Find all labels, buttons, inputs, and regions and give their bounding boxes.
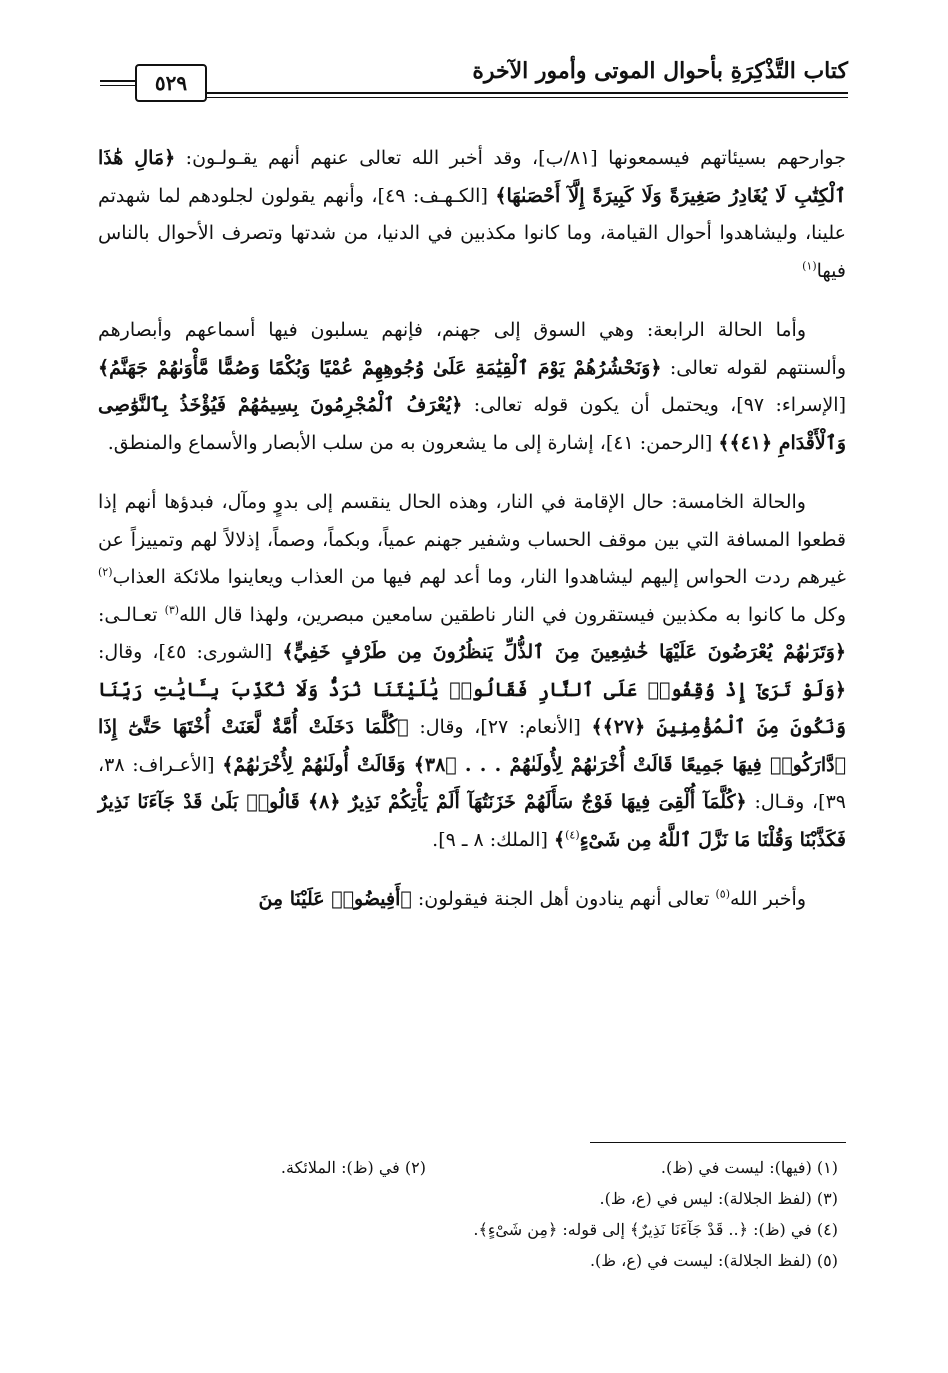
page-number: ٥٢٩ <box>135 64 207 102</box>
footnote-ref: (٥) <box>715 887 730 901</box>
quran-verse: ﴿مَالِ هَٰذَا ٱلْكِتَٰبِ لَا يُغَادِرُ صَغِيرَةً وَلَا كَبِيرَةً إِلَّآ أَحْصَىٰهَا﴾ <box>98 147 846 207</box>
footnote-ref: (١) <box>802 259 817 273</box>
footnote-number: (٣) <box>816 1189 838 1208</box>
text-run: [الشورى: ٤٥]، وقال: <box>98 641 283 663</box>
paragraph <box>98 140 846 290</box>
quran-verse: ﴿كُلَّمَا دَخَلَتْ أُمَّةٌ لَّعَنَتْ أُخْتَهَا حَتَّىٰٓ إِذَا ٱدَّارَكُوا۟ فِيهَا جَمِيعًا قَالَتْ أُخْرَىٰهُمْ لِأُولَىٰهُمْ . . . ﴿٣٨﴾ وَقَالَتْ أُولَىٰهُمْ لِأُخْرَىٰهُمْ﴾ <box>98 716 846 776</box>
quran-verse: ﴿وَلَوْ تَرَىٰٓ إِذْ وُقِفُوا۟ عَلَى ٱلنَّارِ فَقَالُوا۟ يَٰلَيْتَنَا نُرَدُّ وَلَا نُكَذِّبَ بِـَٔايَٰتِ رَبِّنَا وَنَكُونَ مِنَ ٱلْمُؤْمِنِينَ ﴿٢٧﴾﴾ <box>98 678 846 738</box>
quran-verse: ﴿كُلَّمَآ أُلْقِىَ فِيهَا فَوْجٌ سَأَلَهُمْ خَزَنَتُهَآ أَلَمْ يَأْتِكُمْ نَذِيرٌ ﴿٨﴾ قَالُوا۟ بَلَىٰ قَدْ جَآءَنَا نَذِيرٌ فَكَذَّبْنَا وَقُلْنَا مَا نَزَّلَ ٱللَّهُ مِن شَىْءٍ <box>98 791 846 851</box>
footnote-number: (٤) <box>816 1220 838 1239</box>
header-rule <box>200 92 848 98</box>
footnote-4 <box>98 1214 846 1245</box>
footnote-separator <box>590 1142 846 1143</box>
quran-verse: ﴿يُعْرَفُ ٱلْمُجْرِمُونَ بِسِيمَٰهُمْ فَيُؤْخَذُ بِٱلنَّوَٰصِى وَٱلْأَقْدَامِ ﴿٤١﴾﴾ <box>98 394 846 454</box>
text-run: وكل ما كانوا به مكذبين فيستقرون في النار ناطقين سامعين مبصرين، ولهذا قال الله <box>179 603 846 626</box>
footnote-number: (٢) <box>404 1158 426 1177</box>
header-rule-left <box>100 80 135 86</box>
text-run: تعالى أنهم ينادون أهل الجنة فيقولون: <box>411 888 716 910</box>
footnote-number: (١) <box>816 1158 838 1177</box>
paragraph <box>98 881 846 919</box>
footnote-text: في (ظ): ﴿.. قَدْ جَآءَنَا نَذِيرٌ﴾ إلى قوله: ﴿مِن شَىْءٍ﴾. <box>473 1220 812 1239</box>
footnote-text: (فيها): ليست في (ظ). <box>660 1158 812 1177</box>
footnote-ref: (٤) <box>565 828 580 842</box>
footnote-text: (لفظ الجلالة): ليس في (ع، ظ). <box>599 1189 812 1208</box>
text-run: [الرحمن: ٤١]، إشارة إلى ما يشعرون به من سلب الأبصار والأسماع والمنطق. <box>107 431 719 454</box>
footnote-5 <box>98 1245 846 1276</box>
text-run: [الملك: ٨ ـ ٩]. <box>432 828 554 851</box>
text-run: جوارحهم بسيئاتهم فيسمعونها [٨١/ب]، وقد أخبر الله تعالى عنهم أنهم يقـولـون: <box>175 147 846 169</box>
running-header <box>100 52 848 102</box>
footnote-row <box>98 1152 846 1183</box>
text-run: وأخبر الله <box>730 888 806 910</box>
text-run: [الأنعام: ٢٧]، وقال: <box>408 716 592 738</box>
quran-verse: ﴿وَتَرَىٰهُمْ يُعْرَضُونَ عَلَيْهَا خَٰشِعِينَ مِنَ ٱلذُّلِّ يَنظُرُونَ مِن طَرْفٍ خَفِيٍّ﴾ <box>282 641 847 663</box>
quran-verse: ﴾ <box>553 828 566 851</box>
footnote-text: (لفظ الجلالة): ليست في (ع، ظ). <box>589 1251 812 1270</box>
footnote-1 <box>661 1152 846 1183</box>
footnote-2 <box>281 1152 426 1183</box>
text-run: تعـالـى: <box>98 603 165 626</box>
quran-verse: ﴿أَفِيضُوا۟ عَلَيْنَا مِنَ <box>258 888 412 910</box>
book-title: كتاب التَّذْكِرَةِ بأحوال الموتى وأمور الآخرة <box>472 58 848 84</box>
text-run: [الأعـراف: ٣٨، ٣٩]، وقـال: <box>98 753 846 813</box>
quran-verse: ﴿وَنَحْشُرُهُمْ يَوْمَ ٱلْقِيَٰمَةِ عَلَىٰ وُجُوهِهِمْ عُمْيًا وَبُكْمًا وَصُمًّا مَّأْوَىٰهُمْ جَهَنَّمُ﴾ <box>98 356 662 379</box>
footnote-text: في (ظ): الملائكة. <box>280 1158 400 1177</box>
footnote-3 <box>98 1183 846 1214</box>
footnote-number: (٥) <box>816 1251 838 1270</box>
footnote-ref: (٣) <box>164 603 180 617</box>
footnotes <box>98 1152 846 1276</box>
main-text <box>98 140 846 941</box>
text-run: [الإسراء: ٩٧]، ويحتمل أن يكون قوله تعالى: <box>462 394 846 416</box>
paragraph <box>98 312 846 462</box>
text-run: [الكـهـف: ٤٩]، وأنهم يقولون لجلودهم لما شهدتم علينا، وليشاهدوا أحوال القيامة، وما كانوا مكذبين في الدنيا، من شدتها وتصرف الأحوال بالناس فيها <box>98 184 846 282</box>
footnote-ref: (٢) <box>98 565 113 579</box>
paragraph <box>98 484 846 859</box>
text-run: والحالة الخامسة: حال الإقامة في النار، وهذه الحال ينقسم إلى بدوٍ ومآل، فبدؤها أنهم إذا قطعوا المسافة التي بين موقف الحساب وشفير جهنم عمياً، وبكماً، وصماً، إذلالاً لهم وتمييزاً عن غيرهم ردت الحواس إليهم ليشاهدوا النار، وما أعد لهم فيها من العذاب ويعاينوا ملائكة العذاب <box>98 491 846 588</box>
text-run: وأما الحالة الرابعة: وهي السوق إلى جهنم، فإنهم يسلبون فيها أسماعهم وأبصارهم وألسنتهم لقوله تعالى: <box>98 319 846 379</box>
